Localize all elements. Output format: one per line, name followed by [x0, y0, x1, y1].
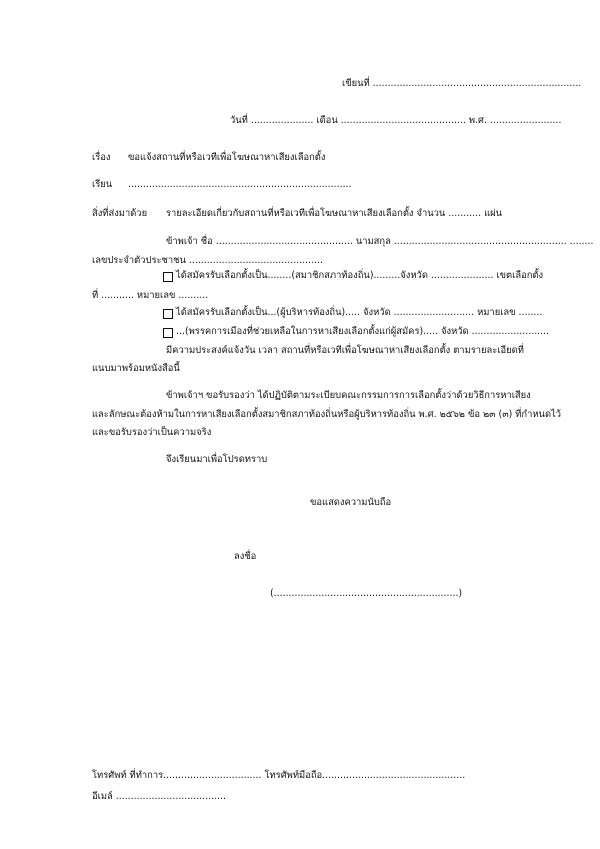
certify-line3: และขอรับรองว่าเป็นความจริง — [92, 427, 212, 438]
option3-checkbox[interactable] — [163, 328, 173, 338]
certify-line1: ข้าพเจ้าฯ ขอรับรองว่า ได้ปฏิบัติตามระเบียบคณะกรรมการการเลือกตั้งว่าด้วยวิธีการหาเสียง — [166, 390, 531, 401]
regards-line: ขอแสดงความนับถือ — [310, 497, 392, 508]
request-line: จึงเรียนมาเพื่อโปรดทราบ — [166, 454, 268, 465]
option1-line2: ที่ ........... หมายเลข .......... — [92, 290, 209, 301]
enclosure-label: สิ่งที่ส่งมาด้วย — [92, 208, 148, 219]
id-line: เลขประจำตัวประชาชน ............................................. — [92, 255, 323, 266]
to-text: ........................................................................... — [128, 179, 352, 190]
sign-label: ลงชื่อ — [234, 551, 257, 562]
purpose-line2: แนบมาพร้อมหนังสือนี้ — [92, 363, 180, 374]
signer-name-line: (..............................................................) — [270, 588, 463, 599]
phone-line: โทรศัพท์ ที่ทำการ................................. โทรศัพท์มือถือ................................................ — [92, 770, 466, 781]
written-at-line: เขียนที่ ...................................................................... — [342, 78, 582, 89]
date-line: วันที่ ..................... เดือน .......................................... พ.ศ. ........................ — [230, 115, 562, 126]
subject-text: ขอแจ้งสถานที่หรือเวทีเพื่อโฆษณาหาเสียงเลือกตั้ง — [128, 152, 326, 163]
to-label: เรียน — [92, 179, 113, 190]
certify-line2: และลักษณะต้องห้ามในการหาเสียงเลือกตั้งสมาชิกสภาท้องถิ่นหรือผู้บริหารท้องถิ่น พ.ศ. ๒๕๖๒ ข้อ ๒๓ (๓) ที่กำหนดไว้ — [92, 409, 562, 420]
option3-text: ...(พรรคการเมืองที่ช่วยเหลือในการหาเสียงเลือกตั้งแก่ผู้สมัคร)..... จังหวัด .......................... — [176, 326, 550, 337]
purpose-line1: มีความประสงค์แจ้งวัน เวลา สถานที่หรือเวทีเพื่อโฆษณาหาเสียงเลือกตั้ง ตามรายละเอียดที่ — [166, 345, 524, 356]
option1-line1: ได้สมัครรับเลือกตั้งเป็น........(สมาชิกสภาท้องถิ่น).........จังหวัด ..................... เขตเลือกตั้ง — [176, 270, 544, 281]
email-line: อีเมล์ ..................................... — [92, 791, 227, 802]
enclosure-text: รายละเอียดเกี่ยวกับสถานที่หรือเวทีเพื่อโฆษณาหาเสียงเลือกตั้ง จำนวน ........... แผ่น — [166, 208, 503, 219]
option1-checkbox[interactable] — [163, 272, 173, 282]
option2-checkbox[interactable] — [163, 309, 173, 319]
option2-text: ได้สมัครรับเลือกตั้งเป็น...(ผู้บริหารท้องถิ่น)..... จังหวัด ........................... หมายเลข ........ — [176, 307, 543, 318]
subject-label: เรื่อง — [92, 152, 111, 163]
name-line: ข้าพเจ้า ชื่อ .............................................. นามสกุล .......................................................... ........ — [166, 236, 594, 247]
